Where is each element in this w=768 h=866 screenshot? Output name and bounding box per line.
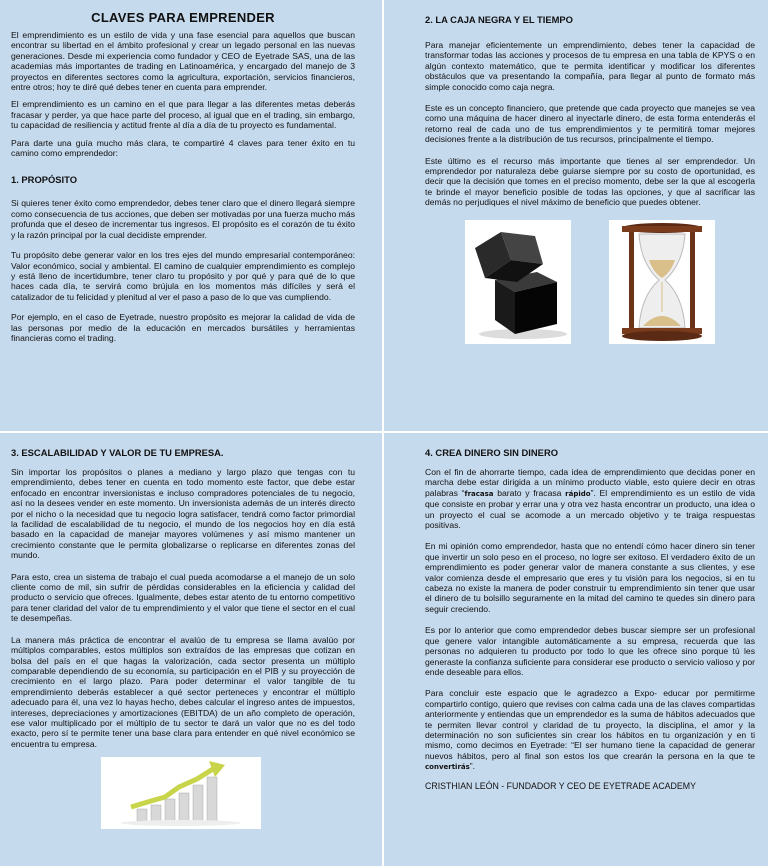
escalabilidad-paragraph-2: Para esto, crea un sistema de trabajo el cual pueda acomodarse a el manejo de un solo cliente como de mil, sin sufrir de pérdidas considerables en la eficiencia y calidad del producto o servicio que ofreces. Igualmente, debes estar atento de tu entorno competitivo para tener claridad del valor de tu emprendimiento y el valor que tiene el sector en el cual te desempeñas. <box>11 571 355 624</box>
section-caja-negra <box>384 0 768 431</box>
heading-escalabilidad: 3. ESCALABILIDAD Y VALOR DE TU EMPRESA. <box>11 447 224 458</box>
image-row <box>425 220 755 344</box>
intro-paragraph-3: Para darte una guía mucho más clara, te compartiré 4 claves para tener éxito en tu camino como emprendedor: <box>11 137 355 159</box>
section-escalabilidad <box>0 433 382 866</box>
crea-dinero-paragraph-4 <box>425 688 755 772</box>
caja-negra-paragraph-2: Este es un concepto financiero, que pretende que cada proyecto que manejes se vea como una máquina de hacer dinero al inyectarle dinero, de esta forma entenderás el retorno real de cada uno de tus emprendimientos y te permitirá tomar mejores decisiones frente a la distribución de tus recursos, principalmente el tiempo. <box>425 103 755 145</box>
crea-dinero-paragraph-3: Es por lo anterior que como emprendedor debes buscar siempre ser un profesional que genere valor intangible automáticamente a su empresa, recuerda que las personas no adquieren tu producto por todo lo que les ofrece sino porque tú les generaste la confianza suficiente para considerar ese producto o servicio valioso y por ende deseable para ellos. <box>425 625 755 677</box>
heading-caja-negra: 2. LA CAJA NEGRA Y EL TIEMPO <box>425 14 573 25</box>
paragraph-text: ”. El emprendimiento es un estilo de vida que consiste en probar y errar una y otra vez hasta encontrar un producto, una idea o un proyecto el cual se acomode a un mercado objetivo y te traiga respuestas positivas. <box>425 487 756 531</box>
emphasis-text: fracasa <box>464 489 494 498</box>
paragraph-text: Con el fin de ahorrarte tiempo, cada idea de emprendimiento que decidas poner en marcha debe estar dirigida a un mínimo producto viable, esto quiere decir en otras palabras “ <box>425 467 755 498</box>
escalabilidad-paragraph-1: Sin importar los propósitos o planes a mediano y largo plazo que tengas con tu emprendimiento, debes tener en cuenta en todo momento este factor, que debe estar enfocado en encontrar inversionistas e incluso compradores potenciales de tu negocio, así no la desees vender en este momento. Un inversionista además de un interés directo por el nicho o la necesidad que tu negocio logra satisfacer, tendrá como factor primordial la facilidad de escalabilidad de tu negocio, el mundo de los negocios hoy en día está basado en la capacidad de manejar mayores volúmenes y así mismo mantener un crecimiento constante que le permita globalizarse o replicarse en diferentes zonas del mundo. <box>11 467 355 561</box>
proposito-paragraph-1: Si quieres tener éxito como emprendedor, debes tener claro que el dinero llegará siempre como consecuencia de tus acciones, que deben ser motivadas por una fuerza mucho más profunda que el deseo de incrementar tus ingresos. El propósito es el corazón de tu éxito y la razón principal por la cual decidiste emprender. <box>11 198 355 240</box>
section-claves <box>0 0 382 431</box>
page-title: CLAVES PARA EMPRENDER <box>91 10 275 25</box>
emphasis-text: rápido <box>565 489 591 498</box>
paragraph-text: ”. <box>469 761 476 772</box>
escalabilidad-paragraph-3: La manera más práctica de encontrar el avalúo de tu empresa se llama avalúo por múltiplos comparables, estos múltiplos son extraídos de las empresas que cotizan en bolsa del país en el que hagas la valorización, cada sector presenta un múltiplo comparable dependiendo de su economía, su participación en el PIB y su proyección de crecimiento en el largo plazo. Para poder determinar el valor tangible de tu emprendimiento deberás establecer a qué sector perteneces y encontrar el múltiplo adecuado para él, una vez lo hayas hecho, debes calcular el ingreso antes de impuestos, intereses, depreciaciones y amortizaciones (EBITDA) de un año completo de operación, ese valor multiplicado por el múltiplo de tu sector te dará un valor que no es del todo exacto, pero sí te permite tener una base clara para entender en qué nivel económico se encuentra tu empresa. <box>11 634 355 749</box>
black-box-icon <box>465 220 571 344</box>
paragraph-text: barato y fracasa <box>493 487 566 498</box>
caja-negra-paragraph-3: Este último es el recurso más importante que tienes al ser emprendedor. Un emprendedor por naturaleza debe guiarse siempre por su costo de oportunidad, es decir que la decisión que tomes en el preciso momento, debe ser la que al escogerla te brinde el mayor beneficio posible de todas las opciones, y que al sacrificar las demás no perjudiques el nivel máximo de beneficio que puedes obtener. <box>425 155 755 208</box>
heading-proposito: 1. PROPÓSITO <box>11 174 77 186</box>
caja-negra-paragraph-1: Para manejar eficientemente un emprendimiento, debes tener la capacidad de transformar todas las acciones y procesos de tu empresa en una tabla de KPYS o en algún contexto matemático, que te permita identificar y modificar los diferentes obstáculos que va presentando la compañía, para llegar al punto de formato más simple conocido como caja negra. <box>425 40 755 92</box>
intro-paragraph-1: El emprendimiento es un estilo de vida y una fase esencial para aquellos que buscan encontrar su libertad en el ámbito profesional y crear un legado personal en las nuevas generaciones. Desde mi experiencia como fundador y CEO de Eyetrade SAS, una de las academias más importantes de trading en Latinoamérica, y encargado del manejo de 3 proyectos en diferentes sectores como la agricultura, exportación, servicios financieros, entre otros; hoy te diré qué debes tener en cuenta para emprender. <box>11 30 355 93</box>
crea-dinero-paragraph-1 <box>425 467 755 530</box>
heading-crea-dinero: 4. CREA DINERO SIN DINERO <box>425 447 559 458</box>
author-signature: CRISTHIAN LEÓN - FUNDADOR Y CEO DE EYETRADE ACADEMY <box>425 780 696 791</box>
proposito-paragraph-2: Tu propósito debe generar valor en los tres ejes del mundo empresarial contemporáneo: Valor económico, social y ambiental. El camino de cualquier emprendimiento es complejo y está lleno de incertidumbre, tener claro tu propósito y por qué y para qué de lo que haces cada día, te servirá como brújula en los momentos más difíciles y será el catalizador de tu felicidad y plenitud al ver el paso a paso de lo que vas cumpliendo. <box>11 250 355 302</box>
crea-dinero-paragraph-2: En mi opinión como emprendedor, hasta que no entendí cómo hacer dinero sin tener que invertir un solo peso en el proceso, no logre ser exitoso. El verdadero éxito de un emprendimiento es poder generar valor de manera constante a sus clientes, y ese valor comienza desde el empresario que eres y tu visión para los negocios, si en tu cabeza no existe la manera de poder construir tu emprendimiento sin tener que usar el dinero de tu bolsillo seguramente en la mitad del camino te quedes sin dinero para seguir creciendo. <box>425 541 755 614</box>
growth-chart-icon <box>101 757 261 829</box>
proposito-paragraph-3: Por ejemplo, en el caso de Eyetrade, nuestro propósito es mejorar la calidad de vida de las personas por medio de la educación en mercados bursátiles y herramientas financieras como el trading. <box>11 312 355 343</box>
emphasis-text: convertirás <box>425 763 470 772</box>
intro-paragraph-2: El emprendimiento es un camino en el que para llegar a las diferentes metas deberás fracasar y perder, ya que hace parte del proceso, al igual que en el trading, sin embargo, tu capacidad de resiliencia y actitud frente al día a día de tu proyecto es fundamental. <box>11 99 355 131</box>
hourglass-icon <box>609 220 715 344</box>
section-crea-dinero <box>384 433 768 866</box>
paragraph-text: Para concluir este espacio que le agradezco a Expo- educar por permitirme compartirlo contigo, quiero que revises con calma cada una de las claves compartidas anteriormente y entiendas que un emprendedor es la suma de hábitos adecuados que te permiten llevar control y claridad de tu proyecto, la disciplina, el amor y la determinación no son suficientes sin crear los hábitos en tu organización y en ti mismo, como decimos en Eyetrade: “El ser humano tiene la capacidad de generar nuevos hábitos, pero al final son estos los que crearán la persona en la que te <box>425 688 755 761</box>
